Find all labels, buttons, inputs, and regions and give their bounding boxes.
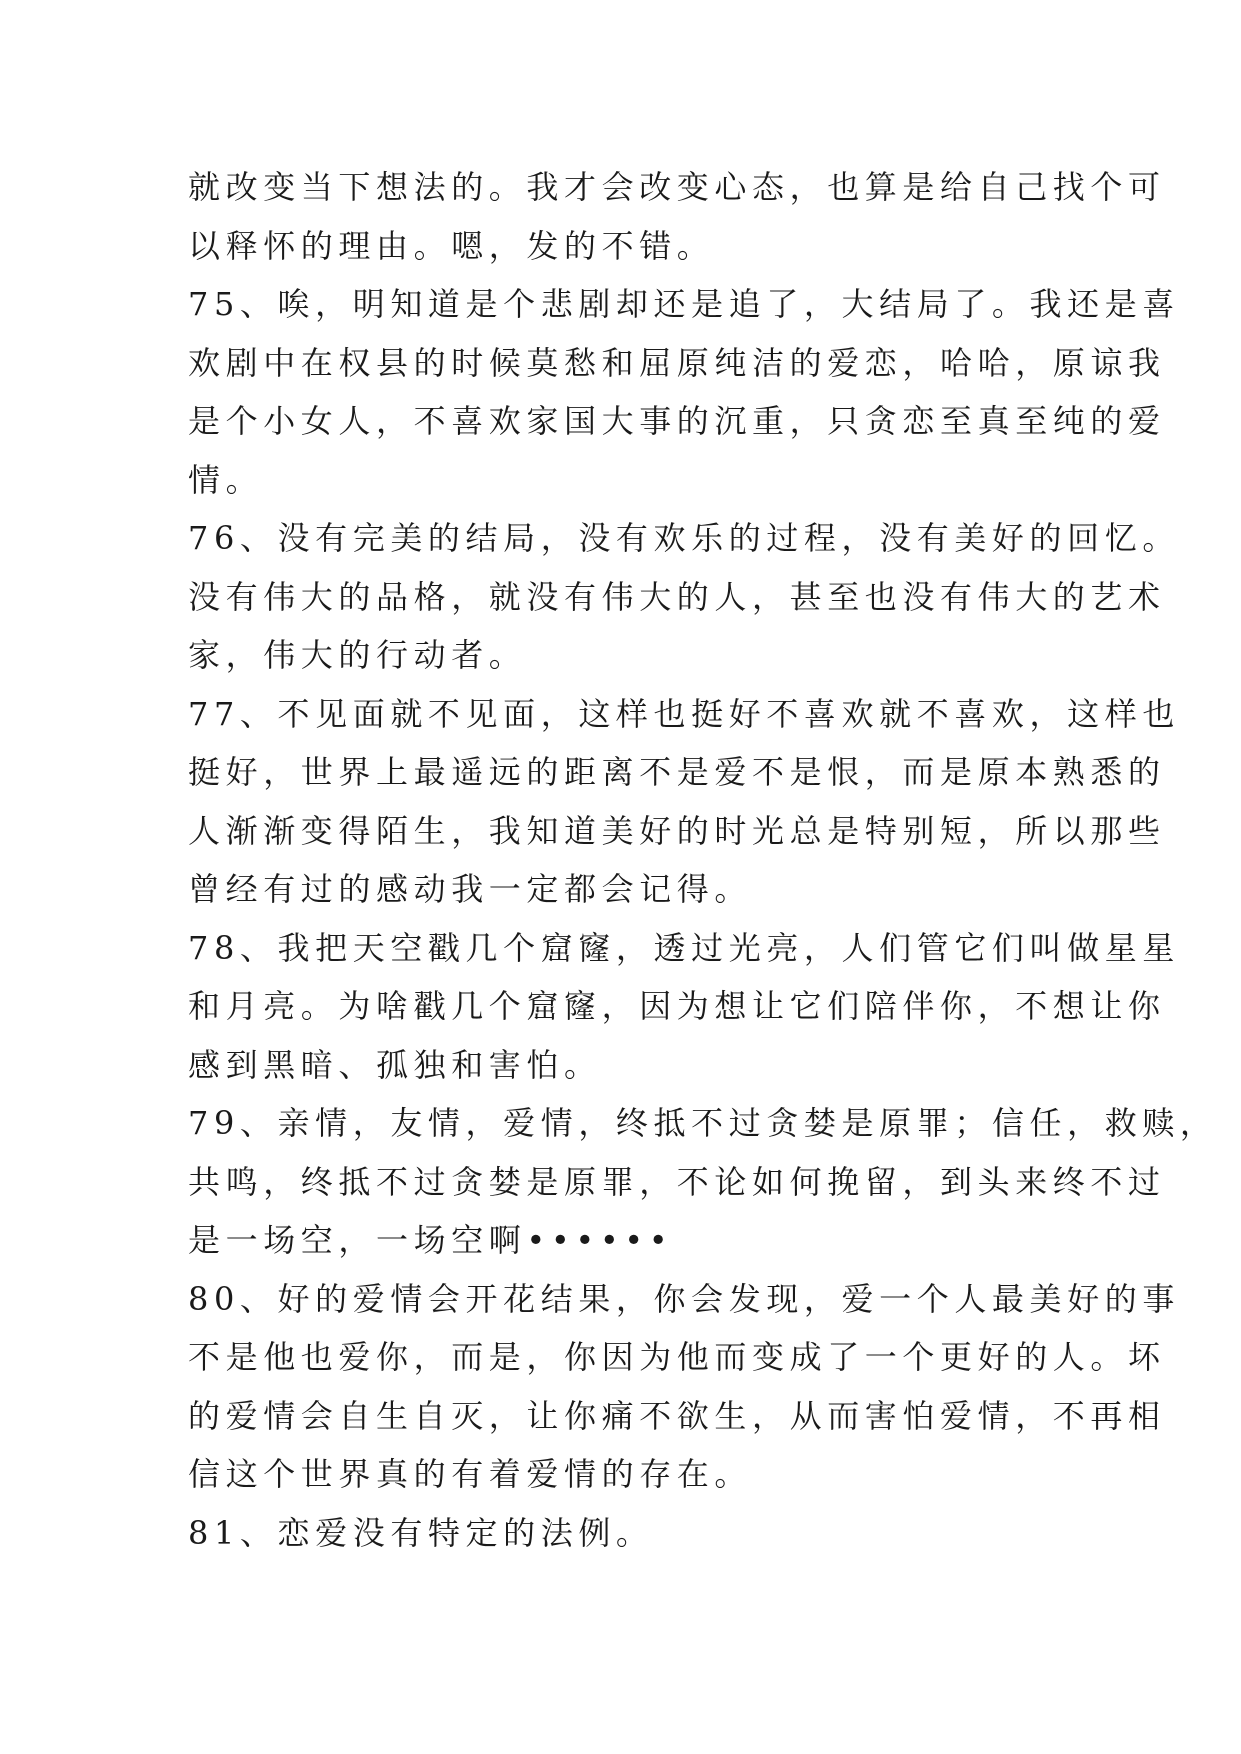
text-line: 不是他也爱你，而是，你因为他而变成了一个更好的人。坏 <box>188 1338 1166 1376</box>
text-line: 是一场空，一场空啊•••••• <box>188 1221 674 1259</box>
text-line: 80、好的爱情会开花结果，你会发现，爱一个人最美好的事 <box>188 1279 1180 1318</box>
text-line: 就改变当下想法的。我才会改变心态，也算是给自己找个可 <box>188 168 1166 206</box>
text-line: 75、唉，明知道是个悲剧却还是追了，大结局了。我还是喜 <box>188 285 1180 323</box>
text-line: 曾经有过的感动我一定都会记得。 <box>188 870 753 908</box>
text-line: 的爱情会自生自灭，让你痛不欲生，从而害怕爱情，不再相 <box>188 1396 1166 1435</box>
text-line: 和月亮。为啥戳几个窟窿，因为想让它们陪伴你，不想让你 <box>188 987 1166 1025</box>
document-body <box>188 158 1218 1562</box>
text-line: 79、亲情，友情，爱情，终抵不过贪婪是原罪；信任，救赎， <box>188 1104 1218 1142</box>
text-line: 欢剧中在权县的时候莫愁和屈原纯洁的爱恋，哈哈，原谅我 <box>188 343 1166 382</box>
text-line: 家，伟大的行动者。 <box>188 636 527 674</box>
text-line: 没有伟大的品格，就没有伟大的人，甚至也没有伟大的艺术 <box>188 577 1166 616</box>
text-line: 77、不见面就不见面，这样也挺好不喜欢就不喜欢，这样也 <box>188 694 1180 733</box>
text-line: 78、我把天空戳几个窟窿，透过光亮，人们管它们叫做星星 <box>188 928 1180 967</box>
text-line: 情。 <box>188 460 264 499</box>
text-line: 感到黑暗、孤独和害怕。 <box>188 1045 602 1084</box>
text-line: 挺好，世界上最遥远的距离不是爱不是恨，而是原本熟悉的 <box>188 753 1166 791</box>
text-line: 81、恋爱没有特定的法例。 <box>188 1513 654 1552</box>
text-line: 共鸣，终抵不过贪婪是原罪，不论如何挽留，到头来终不过 <box>188 1162 1166 1201</box>
text-line: 76、没有完美的结局，没有欢乐的过程，没有美好的回忆。 <box>188 519 1180 557</box>
text-line: 信这个世界真的有着爱情的存在。 <box>188 1455 753 1493</box>
text-line: 以释怀的理由。嗯，发的不错。 <box>188 226 715 265</box>
text-line: 人渐渐变得陌生，我知道美好的时光总是特别短，所以那些 <box>188 811 1166 850</box>
text-line: 是个小女人，不喜欢家国大事的沉重，只贪恋至真至纯的爱 <box>188 402 1166 440</box>
